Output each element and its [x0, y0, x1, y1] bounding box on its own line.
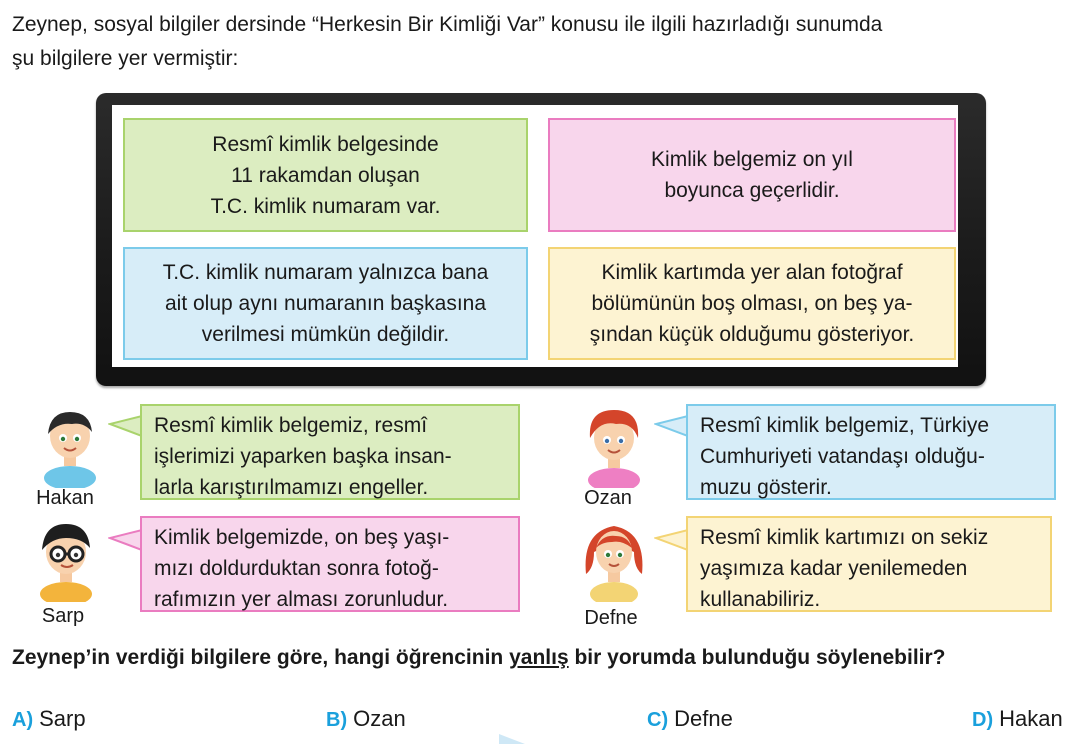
student-name-sarp: Sarp — [41, 605, 85, 627]
intro-line-2: şu bilgilere yer vermiştir: — [12, 47, 239, 70]
girl-avatar-icon — [572, 512, 656, 602]
question-part: bir yorumda bulunduğu söylenebilir? — [568, 646, 946, 669]
option-text: Defne — [674, 706, 733, 731]
option-text: Hakan — [999, 706, 1063, 731]
info-card-validity — [548, 118, 956, 232]
option-letter: C) — [647, 709, 669, 731]
speech-bubble-ozan — [686, 404, 1056, 500]
speech-bubble-hakan — [140, 404, 520, 500]
bubble-line: muzu gösterir. — [700, 476, 832, 499]
option-letter: B) — [326, 709, 348, 731]
option-d[interactable] — [972, 706, 1063, 732]
info-card-unique-number — [123, 247, 528, 360]
card-line: ait olup aynı numaranın başkasına — [164, 292, 487, 315]
bubble-line: Resmî kimlik belgemiz, Türkiye — [700, 414, 990, 437]
card-line: T.C. kimlik numaram yalnızca bana — [162, 261, 489, 284]
question-part: Zeynep’in verdiği bilgilere göre, hangi öğrencinin — [12, 646, 510, 669]
option-a[interactable] — [12, 706, 86, 732]
card-line: 11 rakamdan oluşan — [231, 163, 420, 187]
bubble-line: rafımızın yer alması zorunludur. — [154, 588, 449, 611]
student-name-defne: Defne — [584, 607, 638, 629]
speech-bubble-sarp — [140, 516, 520, 612]
question-text — [12, 646, 1082, 670]
boy-glasses-avatar-icon — [24, 512, 108, 602]
option-b[interactable] — [326, 706, 406, 732]
bubble-line: mızı doldurduktan sonra fotoğ- — [154, 557, 439, 580]
bubble-line: Kimlik belgemizde, on beş yaşı- — [154, 526, 450, 549]
card-line: Kimlik belgemiz on yıl — [651, 148, 853, 171]
card-line: verilmesi mümkün değildir. — [201, 323, 450, 346]
boy-avatar-icon — [28, 398, 112, 488]
option-letter: A) — [12, 709, 34, 731]
speech-bubble-defne — [686, 516, 1052, 612]
option-text: Sarp — [39, 706, 86, 731]
bubble-line: kullanabiliriz. — [700, 588, 821, 611]
option-c[interactable] — [647, 706, 733, 732]
student-name-ozan: Ozan — [584, 487, 632, 509]
card-line: Kimlik kartımda yer alan fotoğraf — [601, 261, 903, 284]
card-line: T.C. kimlik numaram var. — [210, 194, 441, 218]
student-name-hakan: Hakan — [36, 487, 94, 509]
info-card-id-number — [123, 118, 528, 232]
card-line: şından küçük olduğumu gösteriyor. — [589, 323, 915, 346]
intro-line-1: Zeynep, sosyal bilgiler dersinde “Herkesin Bir Kimliği Var” konusu ile ilgili hazırladığı sunumda — [12, 13, 883, 36]
bubble-line: Cumhuriyeti vatandaşı olduğu- — [700, 445, 985, 468]
bubble-line: Resmî kimlik kartımızı on sekiz — [700, 526, 989, 549]
redhead-boy-avatar-icon — [572, 398, 656, 488]
bubble-line: işlerimizi yaparken başka insan- — [154, 445, 452, 468]
card-line: boyunca geçerlidir. — [664, 179, 840, 202]
bubble-line: larla karıştırılmamızı engeller. — [154, 476, 429, 499]
bubble-line: Resmî kimlik belgemiz, resmî — [154, 414, 428, 437]
info-card-photo — [548, 247, 956, 360]
question-underlined-word: yanlış — [509, 646, 569, 669]
option-text: Ozan — [353, 706, 406, 731]
option-letter: D) — [972, 709, 994, 731]
card-line: bölümünün boş olması, on beş ya- — [591, 292, 913, 315]
card-line: Resmî kimlik belgesinde — [212, 132, 439, 156]
bubble-line: yaşımıza kadar yenilemeden — [700, 557, 968, 580]
intro-text — [12, 8, 1078, 76]
